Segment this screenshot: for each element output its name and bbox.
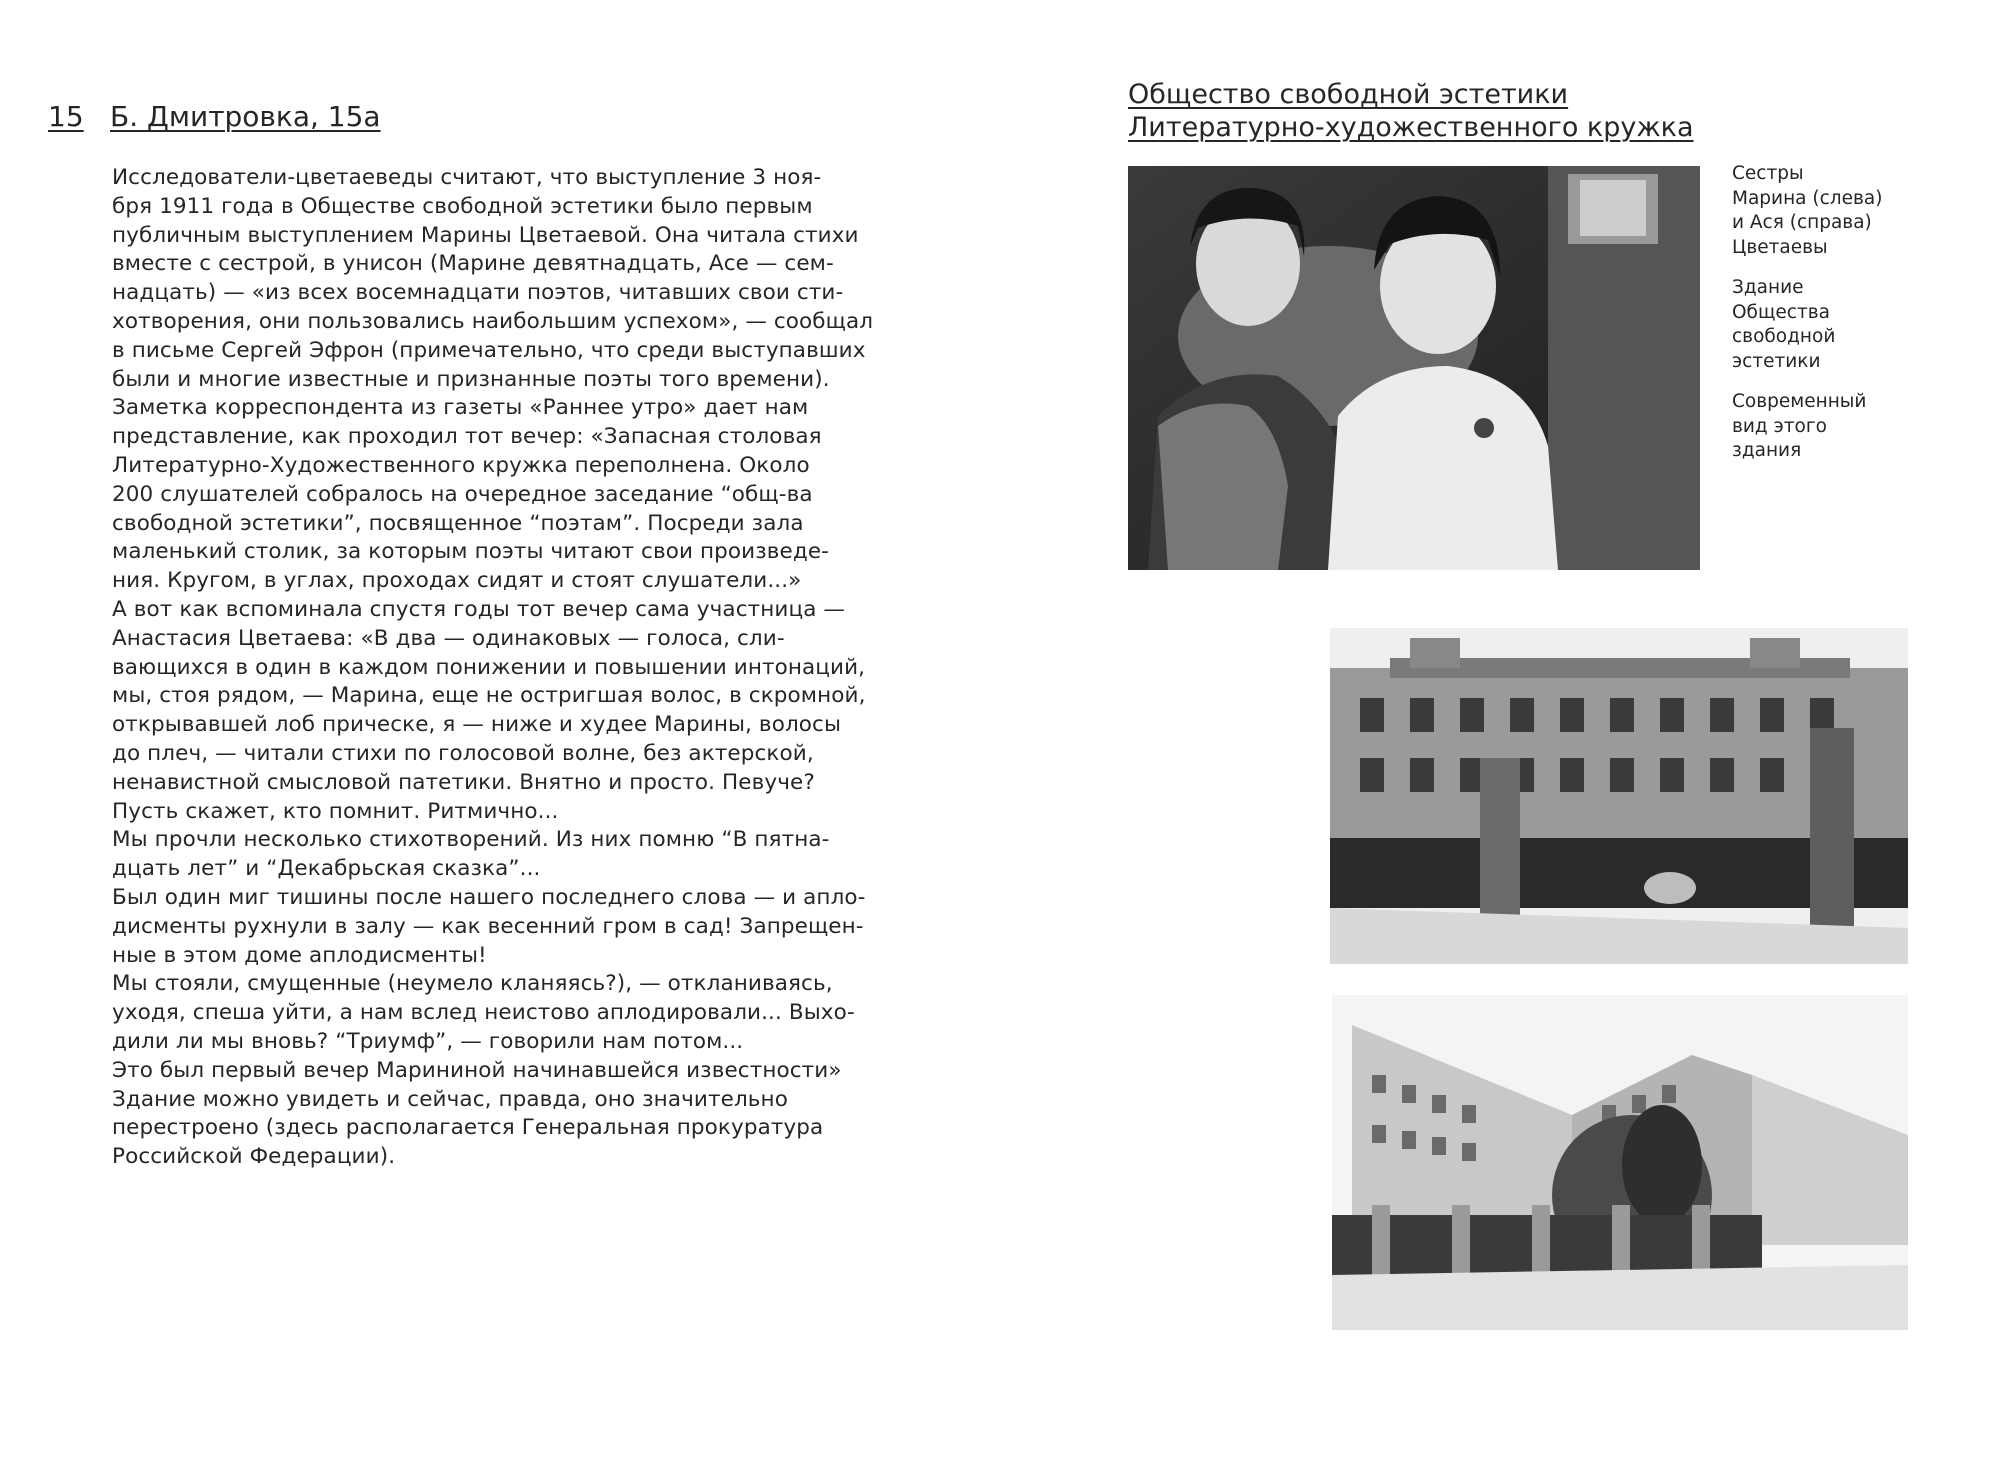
caption-line: Современный: [1732, 391, 1867, 412]
page-number: 15: [48, 100, 84, 133]
body-line: свободной эстетики”, посвященное “поэтам”. Посреди зала: [112, 510, 804, 536]
caption-old-building: [1732, 276, 1992, 374]
body-line: мы, стоя рядом, — Марина, еще не остригшая волос, в скромной,: [112, 683, 866, 709]
caption-line: вид этого: [1732, 415, 1827, 437]
body-line: Заметка корреспондента из газеты «Раннее утро» дает нам: [112, 395, 809, 421]
caption-modern-building: [1732, 390, 1992, 464]
caption-line: Марина (слева): [1732, 187, 1883, 209]
body-line: до плеч, — читали стихи по голосовой волне, без актерской,: [112, 740, 814, 766]
caption-line: Общества: [1732, 301, 1830, 323]
captions: [1732, 162, 1992, 480]
body-line: были и многие известные и признанные поэты того времени).: [112, 366, 830, 392]
caption-line: Сестры: [1732, 163, 1804, 184]
photo-sisters: [1128, 166, 1700, 570]
body-line: Российской Федерации).: [112, 1144, 396, 1170]
caption-line: эстетики: [1732, 350, 1821, 372]
photo-old-building: [1330, 628, 1908, 964]
section-title: [1128, 78, 1694, 144]
body-line: перестроено (здесь располагается Генеральная прокуратура: [112, 1115, 824, 1141]
body-line: ния. Кругом, в углах, проходах сидят и стоят слушатели...»: [112, 568, 802, 594]
body-line: 200 слушателей собралось на очередное заседание “общ-ва: [112, 481, 813, 507]
photo-modern-building: [1332, 995, 1908, 1330]
body-line: публичным выступлением Марины Цветаевой. Она читала стихи: [112, 222, 859, 248]
body-line: бря 1911 года в Обществе свободной эстетики было первым: [112, 193, 813, 219]
photo-old-building-image: [1330, 628, 1908, 964]
caption-line: здания: [1732, 440, 1802, 461]
body-line: ные в этом доме аплодисменты!: [112, 942, 487, 968]
body-line: в письме Сергей Эфрон (примечательно, что среди выступавших: [112, 337, 866, 363]
body-line: Литературно-Художественного кружка переполнена. Около: [112, 452, 810, 478]
body-line: вающихся в один в каждом понижении и повышении интонаций,: [112, 654, 866, 680]
body-line: открывавшей лоб прическе, я — ниже и худее Марины, волосы: [112, 712, 842, 738]
body-line: Это был первый вечер Марининой начинавшейся известности»: [112, 1057, 842, 1083]
body-line: Исследователи-цветаеведы считают, что выступление 3 ноя-: [112, 165, 822, 190]
body-line: ненавистной смысловой патетики. Внятно и просто. Певуче?: [112, 769, 815, 795]
body-line: уходя, спеша уйти, а нам вслед неистово аплодировали... Выхо-: [112, 1000, 855, 1026]
caption-line: свободной: [1732, 326, 1836, 347]
caption-line: Здание: [1732, 277, 1804, 298]
body-line: надцать) — «из всех восемнадцати поэтов, читавших свои сти-: [112, 280, 844, 306]
body-line: А вот как вспоминала спустя годы тот вечер сама участница —: [112, 596, 846, 622]
section-title-line: Литературно-художественного кружка: [1128, 112, 1694, 143]
body-line: представление, как проходил тот вечер: «Запасная столовая: [112, 424, 822, 450]
body-line: Был один миг тишины после нашего последнего слова — и апло-: [112, 884, 866, 910]
body-line: Здание можно увидеть и сейчас, правда, оно значительно: [112, 1086, 788, 1112]
body-line: Мы стояли, смущенные (неумело кланяясь?), — откланиваясь,: [112, 971, 833, 997]
body-line: вместе с сестрой, в унисон (Марине девятнадцать, Асе — сем-: [112, 251, 834, 277]
body-line: Мы прочли несколько стихотворений. Из них помню “В пятна-: [112, 827, 830, 853]
body-line: дцать лет” и “Декабрьская сказка”...: [112, 856, 541, 882]
caption-line: и Ася (справа): [1732, 212, 1872, 233]
body-text: [112, 164, 892, 1172]
photo-sisters-image: [1128, 166, 1700, 570]
caption-line: Цветаевы: [1732, 236, 1828, 258]
body-line: хотворения, они пользовались наибольшим успехом», — сообщал: [112, 308, 874, 334]
photo-modern-building-image: [1332, 995, 1908, 1330]
body-line: дисменты рухнули в залу — как весенний гром в сад! Запрещен-: [112, 913, 864, 939]
section-title-line: Общество свободной эстетики: [1128, 79, 1569, 110]
caption-sisters: [1732, 162, 1992, 260]
address-heading: Б. Дмитровка, 15а: [110, 100, 381, 133]
body-line: маленький столик, за которым поэты читают свои произведе-: [112, 539, 830, 565]
body-line: Пусть скажет, кто помнит. Ритмично...: [112, 798, 559, 824]
body-line: дили ли мы вновь? “Триумф”, — говорили нам потом...: [112, 1028, 744, 1054]
body-line: Анастасия Цветаева: «В два — одинаковых — голоса, сли-: [112, 625, 785, 651]
